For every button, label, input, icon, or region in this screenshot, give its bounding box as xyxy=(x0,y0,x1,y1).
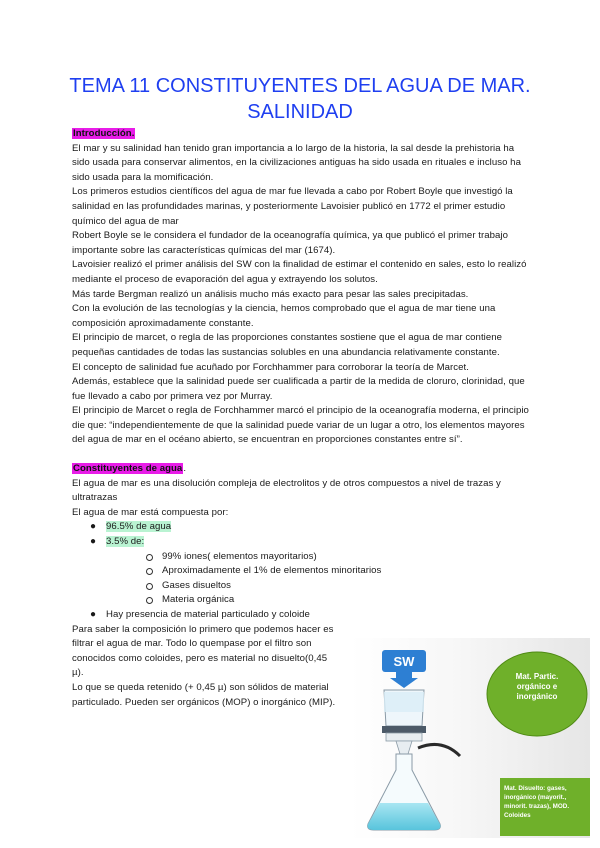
sw-label: SW xyxy=(393,654,415,669)
constituyentes-paragraph-3: Para saber la composición lo primero que podemos hacer es filtrar el agua de mar. Todo lo quempase por el filtro son conocidos como coloides, pero es material no disuelto(0,45 µ). xyxy=(72,623,334,679)
circle-bullet-icon xyxy=(146,568,153,575)
dissolved-label: Mat. Disuelto: gases, inorgánico (mayorit., minorit. trazas), MOD. Coloides xyxy=(504,785,570,819)
bullet-icon: ● xyxy=(90,536,97,548)
intro-paragraph-8: El concepto de salinidad fue acuñado por Forchhammer para corroborar la teoría de Marcet. xyxy=(72,361,469,373)
intro-paragraph-10: El principio de Marcet o regla de Forchhammer marcó el principio de la oceanografía moderna, el principio die que: “independientemente de que la salinidad puede variar de un lugar a otro, los elementos mayores del agua de mar en el océano abierto, se encuentran en proporciones constantes entre sí”. xyxy=(72,405,529,446)
filtration-figure xyxy=(350,638,590,838)
intro-paragraph-5: Más tarde Bergman realizó un análisis mucho más exacto para pesar las sales precipitadas. xyxy=(72,288,469,300)
sub-list-item: Aproximadamente el 1% de elementos minoritarios xyxy=(146,564,532,579)
sub-list-item: 99% iones( elementos mayoritarios) xyxy=(146,550,532,565)
constituyentes-paragraph-2: El agua de mar está compuesta por: xyxy=(72,506,229,518)
particulate-label: Mat. Partic. orgánico e inorgánico xyxy=(515,672,559,701)
filtered-water xyxy=(368,803,441,830)
body-text: Introducción. El mar y su salinidad han tenido gran importancia a lo largo de la historia, la sal desde la prehistoria ha sido usada para conservar alimentos, en la civilizaciones antiguas ha sido usada en rituales e incluso ha sido usada para la momificación. Los primeros estudios científicos del agua de mar fue llevada a cabo por Robert Boyle que investigó la salinidad en las profundidades marinas, y posteriormente Lavoisier publicó en 1772 el primer estudio químico del agua de mar Robert Boyle se le considera el fundador de la oceanografía química, ya que publicó el primer trabajo importante sobre las características químicas del mar (1674). Lavoisier realizó el primer análisis del SW con la finalidad de estimar el contenido en sales, esto lo realizó mediante el proceso de evaporación del agua y extrayendo los solutos. Más tarde Bergman realizó un análisis mucho más exacto para pesar las sales precipitadas. Con la evolución de las tecnologías y la ciencia, hemos comprobado que el agua de mar tiene una composición aproximadamente constante. El principio de marcet, o regla de las proporciones constantes sostiene que el agua de mar contiene pequeñas cantidades de todas las sustancias solubles en una abundancia relativamente constante. El concepto de salinidad fue acuñado por Forchhammer para corroborar la teoría de Marcet. Además, establece que la salinidad puede ser cualificada a partir de la medida de cloruro, clorinidad, que fue llevado a cabo por primera vez por Murray. El principio de Marcet o regla de Forchhammer marcó el principio de la oceanografía moderna, el principio die que: “independientemente de que la salinidad puede variar de un lugar a otro, los elementos mayores del agua de mar en el océano abierto, se encuentran en proporciones constantes entre sí”. Constituyentes de agua. El agua de mar es una disolución compleja de electrolitos y de otros compuestos a nivel de trazas y ultratrazas El agua de mar está compuesta por: ● 96.5% de agua ● 3.5% de: 99% iones( elementos mayoritarios) Aproximadamente el 1% de elementos minoritarios Gases disueltos Materia orgánica ● Hay presencia de material particulado y coloide Para saber la composición lo primero que podemos hacer es filtrar el agua de mar. Todo lo quempase por el filtro son conocidos como coloides, pero es material no disuelto(0,45 µ). Lo que se queda retenido (+ 0,45 µ) son sólidos de material particulado. Pueden ser orgánicos (MOP) o inorgánico (MIP). xyxy=(72,127,532,710)
sub-list-item: Materia orgánica xyxy=(146,593,532,608)
filtration-diagram xyxy=(350,638,590,838)
circle-bullet-icon xyxy=(146,597,153,604)
list-item: ● 96.5% de agua xyxy=(90,520,532,535)
sub-list xyxy=(106,550,532,608)
intro-paragraph-6: Con la evolución de las tecnologías y la ciencia, hemos comprobado que el agua de mar tiene una composición aproximadamente constante. xyxy=(72,303,496,329)
intro-paragraph-7: El principio de marcet, o regla de las proporciones constantes sostiene que el agua de mar contiene pequeñas cantidades de todas las sustancias solubles en una abundancia relativamente constante. xyxy=(72,332,502,358)
intro-paragraph-4: Lavoisier realizó el primer análisis del SW con la finalidad de estimar el contenido en sales, esto lo realizó mediante el proceso de evaporación del agua y extrayendo los solutos. xyxy=(72,259,527,285)
composition-list xyxy=(72,520,532,622)
intro-paragraph-3: Robert Boyle se le considera el fundador de la oceanografía química, ya que publicó el primer trabajo importante sobre las características químicas del mar (1674). xyxy=(72,230,508,256)
constituyentes-heading: Constituyentes de agua xyxy=(73,463,183,475)
page-title: TEMA 11 CONSTITUYENTES DEL AGUA DE MAR. SALINIDAD xyxy=(69,75,531,123)
list-item: ● Hay presencia de material particulado y coloide xyxy=(90,608,532,623)
intro-paragraph-2: Los primeros estudios científicos del agua de mar fue llevada a cabo por Robert Boyle que investigó la salinidad en las profundidades marinas, y posteriormente Lavoisier publicó en 1772 el primer estudio químico del agua de mar xyxy=(72,186,513,227)
intro-paragraph-9: Además, establece que la salinidad puede ser cualificada a partir de la medida de cloruro, clorinidad, que fue llevado a cabo por primera vez por Murray. xyxy=(72,376,525,402)
intro-paragraph-1: El mar y su salinidad han tenido gran importancia a lo largo de la historia, la sal desde la prehistoria ha sido usada para conservar alimentos, en la civilizaciones antiguas ha sido usada en rituales e incluso ha sido usada para la momificación. xyxy=(72,142,521,183)
sub-list-item: Gases disueltos xyxy=(146,579,532,594)
circle-bullet-icon xyxy=(146,554,153,561)
constituyentes-paragraph-1: El agua de mar es una disolución compleja de electrolitos y de otros compuestos a nivel de trazas y ultratrazas xyxy=(72,477,501,504)
bullet-icon: ● xyxy=(90,609,97,620)
list-item: ● 3.5% de: 99% iones( elementos mayoritarios) Aproximadamente el 1% de elementos minoritarios Gases disueltos Materia orgánica xyxy=(90,535,532,608)
constituyentes-paragraph-4: Lo que se queda retenido (+ 0,45 µ) son sólidos de material particulado. Pueden ser orgánicos (MOP) o inorgánico (MIP). xyxy=(72,681,336,708)
bullet-icon: ● xyxy=(90,521,97,533)
filter-clamp xyxy=(382,726,426,733)
intro-heading: Introducción. xyxy=(73,128,135,139)
circle-bullet-icon xyxy=(146,583,153,590)
